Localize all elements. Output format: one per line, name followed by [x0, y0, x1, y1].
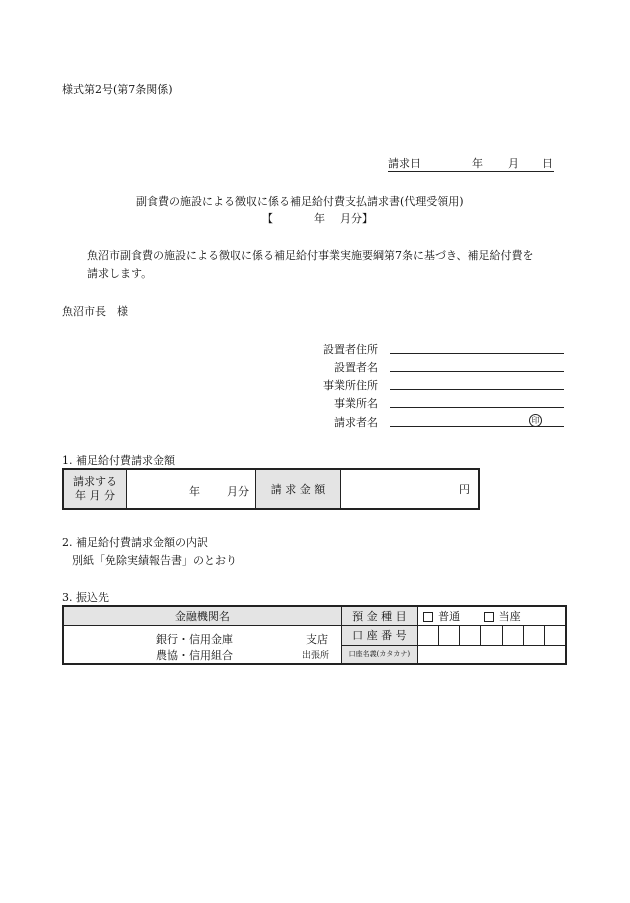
ordinary-option-label: 普通 [438, 609, 461, 623]
account-digit-2[interactable] [439, 625, 460, 645]
section3-heading: 3. 振込先 [62, 591, 109, 604]
section2-heading: 2. 補足給付費請求金額の内訳 [62, 536, 208, 549]
branch-label: 支店 [306, 632, 328, 646]
account-digit-4[interactable] [481, 625, 502, 645]
section1-heading: 1. 補足給付費請求金額 [62, 454, 175, 467]
account-digit-6[interactable] [523, 625, 544, 645]
request-date-label: 請求日 [388, 157, 421, 170]
period-header-label1: 請求する [73, 475, 117, 488]
bank-type-line2: 農協・信用組合 [156, 648, 233, 662]
requester-label: 請求者名 [334, 416, 378, 429]
account-digit-1[interactable] [418, 625, 439, 645]
bank-type-line1: 銀行・信用金庫 [156, 632, 233, 646]
period-header-cell [63, 469, 127, 509]
yen-unit: 円 [459, 483, 470, 496]
office-address-label: 事業所住所 [323, 379, 378, 392]
account-name-label: 口座名義(カタカナ) [341, 645, 417, 664]
billing-period [262, 210, 392, 224]
request-date-month: 月 [508, 157, 519, 170]
request-date-line [388, 155, 554, 172]
addressee: 魚沼市長 様 [62, 305, 128, 318]
office-address-field[interactable] [390, 389, 564, 390]
request-date-day: 日 [542, 157, 553, 170]
body-text-line2: 請求します。 [87, 267, 153, 280]
office-name-label: 事業所名 [334, 397, 378, 410]
body-text-line1: 魚沼市副食費の施設による徴収に係る補足給付事業実施要綱第7条に基づき、補足給付費を [87, 249, 534, 262]
account-number-label: 口 座 番 号 [341, 625, 417, 645]
claim-amount-table [62, 468, 480, 510]
period-year: 年 [314, 212, 325, 225]
bank-name-cell[interactable] [63, 625, 341, 664]
document-title: 副食費の施設による徴収に係る補足給付費支払請求書(代理受領用) [136, 195, 464, 208]
sub-branch-label: 出張所 [302, 650, 330, 661]
amount-value-cell[interactable] [341, 469, 480, 509]
period-month: 月分】 [340, 212, 373, 225]
deposit-type-label: 預 金 種 目 [341, 606, 417, 625]
name-label: 設置者名 [334, 361, 378, 374]
claim-month-unit: 月分 [227, 485, 249, 498]
account-name-field[interactable] [418, 645, 566, 664]
current-option-label: 当座 [498, 609, 521, 623]
amount-header-cell: 請 求 金 額 [256, 469, 341, 509]
account-digit-5[interactable] [502, 625, 523, 645]
bank-transfer-table [62, 605, 567, 665]
period-header-label2: 年 月 分 [75, 489, 115, 502]
current-checkbox[interactable] [484, 612, 494, 622]
address-label: 設置者住所 [323, 343, 378, 356]
bank-name-header: 金融機関名 [63, 606, 341, 625]
account-digit-7[interactable] [544, 625, 566, 645]
breakdown-note: 別紙「免除実績報告書」のとおり [72, 554, 237, 567]
office-name-field[interactable] [390, 407, 564, 408]
period-value-cell[interactable] [127, 469, 256, 509]
address-field[interactable] [390, 353, 564, 354]
period-open-bracket: 【 [262, 212, 273, 225]
account-digit-3[interactable] [460, 625, 481, 645]
request-date-year: 年 [472, 157, 483, 170]
claim-year-unit: 年 [189, 485, 200, 498]
seal-icon: 印 [529, 414, 542, 427]
ordinary-checkbox[interactable] [423, 612, 433, 622]
deposit-type-options [418, 606, 566, 625]
name-field[interactable] [390, 371, 564, 372]
form-number: 様式第2号(第7条関係) [62, 83, 173, 96]
